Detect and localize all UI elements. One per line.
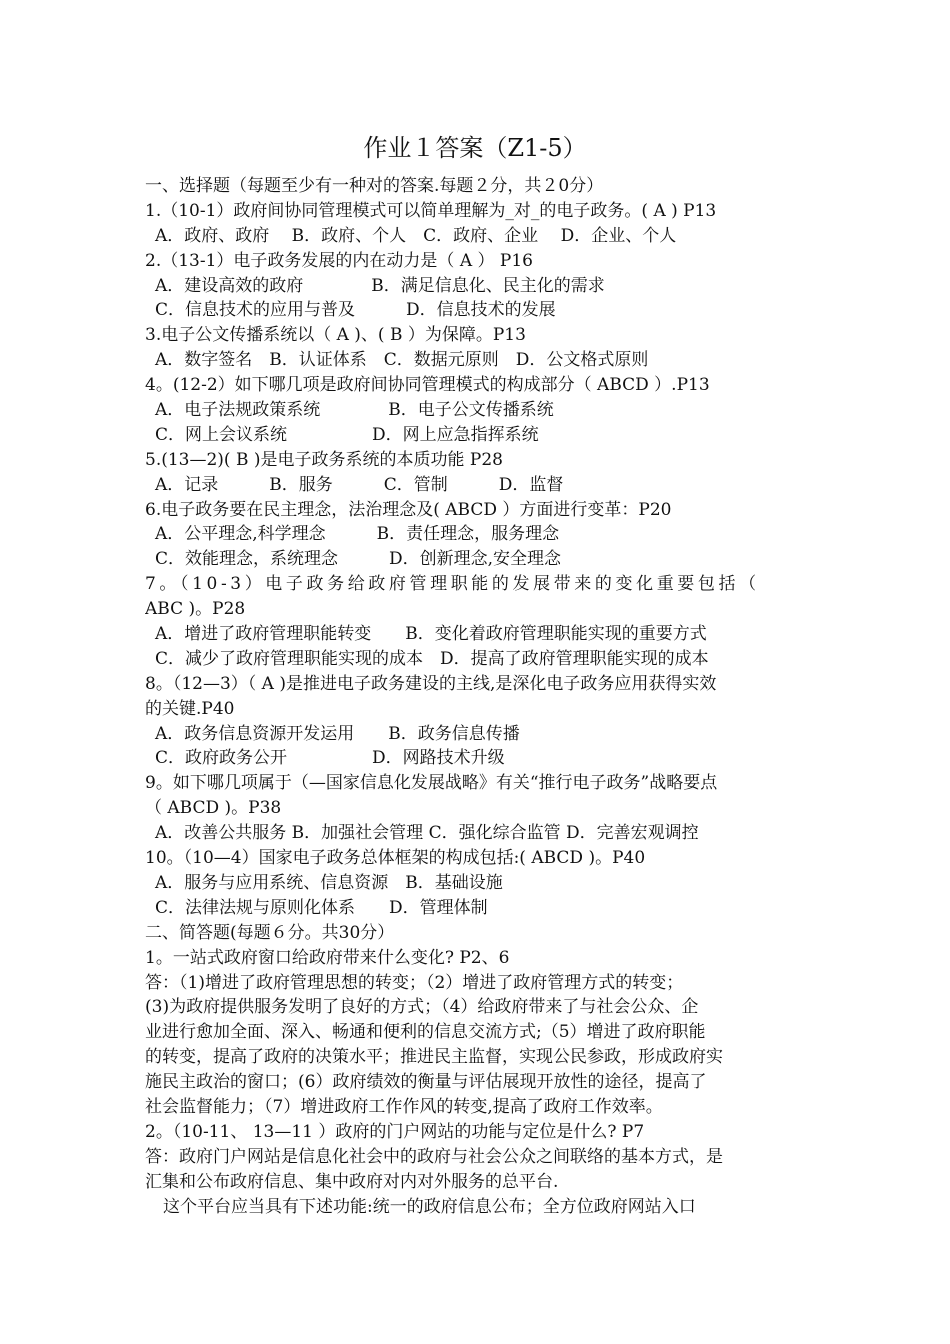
question-line: 6.电子政务要在民主理念，法治理念及( ABCD ）方面进行变革：P20 [145, 499, 672, 520]
answer-paragraph-line: 汇集和公布政府信息、集中政府对内对外服务的总平台. [145, 1171, 559, 1192]
answer-paragraph-line: 答：政府门户网站是信息化社会中的政府与社会公众之间联络的基本方式，是 [145, 1146, 723, 1167]
section-heading: 一、选择题（每题至少有一种对的答案.每题２分，共２0分） [145, 176, 604, 196]
answer-options: C．法律法规与原则化体系 D．管理体制 [155, 897, 488, 918]
answer-paragraph-line: 业进行愈加全面、深入、畅通和便利的信息交流方式;（5）增进了政府职能 [145, 1022, 706, 1043]
question-line: 8。（12—3）（ A )是推进电子政务建设的主线,是深化电子政务应用获得实效 [145, 673, 717, 694]
question-line: 1.（10-1）政府间协同管理模式可以简单理解为_对_的电子政务。( A ) P13 [145, 200, 717, 221]
document-body [145, 174, 810, 1219]
question-line: 的关键.P40 [145, 698, 235, 719]
answer-options: A．增进了政府管理职能转变 B．变化着政府管理职能实现的重要方式 [155, 624, 707, 645]
answer-options: A．政务信息资源开发运用 B．政务信息传播 [155, 723, 520, 744]
question-line: 2.（13-1）电子政务发展的内在动力是（ A ） P16 [145, 250, 533, 271]
answer-options: A．改善公共服务 B．加强社会管理 C．强化综合监管 D．完善宏观调控 [155, 823, 699, 844]
answer-options: C．信息技术的应用与普及 D．信息技术的发展 [155, 300, 556, 321]
answer-paragraph-line: 社会监督能力；（7）增进政府工作作风的转变,提高了政府工作效率。 [145, 1096, 663, 1117]
answer-options: C．政府政务公开 D．网路技术升级 [155, 748, 505, 769]
question-line: 3.电子公文传播系统以（ A )、( B ）为保障。P13 [145, 325, 526, 346]
answer-options: A．政府、政府 B．政府、个人 C．政府、企业 D．企业、个人 [155, 225, 677, 246]
answer-paragraph-line: 施民主政治的窗口；(6）政府绩效的衡量与评估展现开放性的途径，提高了 [145, 1072, 707, 1093]
question-line: 9。如下哪几项属于（—国家信息化发展战略》有关“推行电子政务”战略要点 [145, 773, 718, 794]
section-heading: 二、简答题(每题６分。共30分） [145, 922, 395, 943]
answer-options: C．效能理念，系统理念 D．创新理念,安全理念 [155, 549, 562, 570]
question-line: 5.(13—2)( B )是电子政务系统的本质功能 P28 [145, 449, 503, 470]
question-line: 7。（10-3）电子政务给政府管理职能的发展带来的变化重要包括（ [145, 574, 760, 595]
answer-paragraph-line: 的转变，提高了政府的决策水平；推进民主监督，实现公民参政，形成政府实 [145, 1047, 723, 1068]
answer-options: A．记录 B．服务 C．管制 D．监督 [155, 474, 564, 495]
document-title: 作业１答案（Z1-5） [363, 134, 587, 162]
answer-options: C．网上会议系统 D．网上应急指挥系统 [155, 424, 539, 445]
question-line: 2。（10-11、 13—11 ）政府的门户网站的功能与定位是什么? P7 [145, 1121, 645, 1142]
answer-options: A．电子法规政策系统 B．电子公文传播系统 [155, 400, 554, 421]
answer-paragraph-line: 这个平台应当具有下述功能:统一的政府信息公布；全方位政府网站入口 [163, 1196, 696, 1217]
answer-options: C．减少了政府管理职能实现的成本 D．提高了政府管理职能实现的成本 [155, 648, 709, 669]
question-line: 10。（10—4）国家电子政务总体框架的构成包括:( ABCD )。P40 [145, 848, 646, 869]
question-line: 1。一站式政府窗口给政府带来什么变化? P2、6 [145, 947, 510, 968]
answer-options: A．数字签名 B．认证体系 C．数据元原则 D．公文格式原则 [155, 350, 649, 371]
question-line: 4。(12-2）如下哪几项是政府间协同管理模式的构成部分（ ABCD ）.P13 [145, 375, 710, 396]
answer-options: A．公平理念,科学理念 B．责任理念，服务理念 [155, 524, 560, 545]
question-line: ABC )。P28 [145, 599, 246, 620]
answer-options: A．服务与应用系统、信息资源 B．基础设施 [155, 872, 503, 893]
answer-paragraph-line: 答：（1)增进了政府管理思想的转变；（2）增进了政府管理方式的转变； [145, 972, 684, 993]
question-line: （ ABCD )。P38 [145, 798, 282, 819]
answer-paragraph-line: (3)为政府提供服务发明了良好的方式；（4）给政府带来了与社会公众、企 [145, 997, 699, 1018]
answer-options: A．建设高效的政府 B．满足信息化、民主化的需求 [155, 275, 605, 296]
